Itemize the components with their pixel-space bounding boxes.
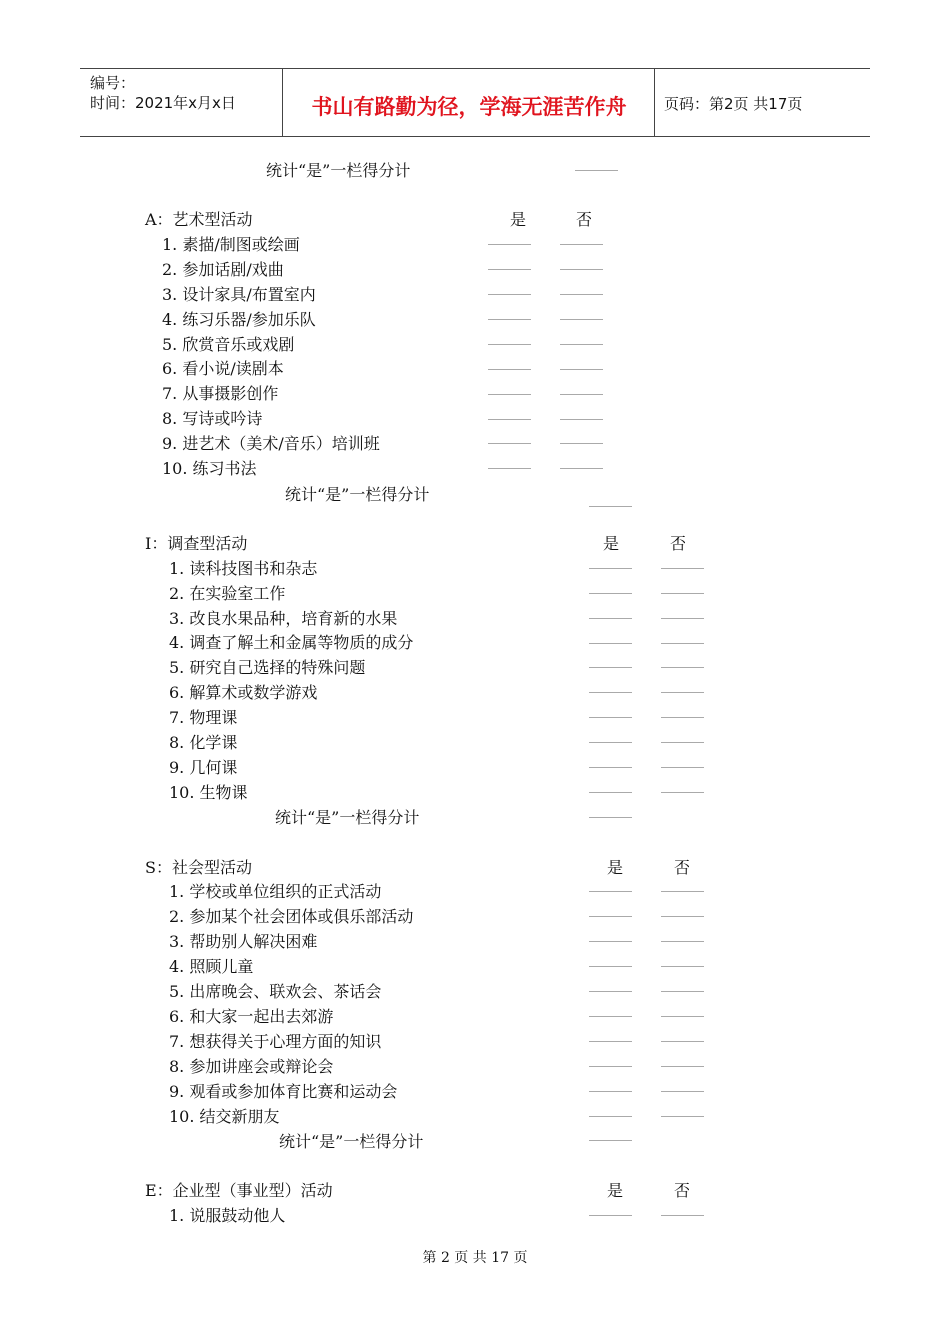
list-item: 2. 参加话剧/戏曲 <box>162 260 284 279</box>
yes-blank[interactable] <box>488 369 531 370</box>
section-title: A：艺术型活动 <box>145 210 253 229</box>
yes-blank[interactable] <box>589 767 632 768</box>
yes-header: 是 <box>603 534 620 553</box>
list-item: 6. 看小说/读剧本 <box>162 359 284 378</box>
yes-blank[interactable] <box>488 244 531 245</box>
yes-header: 是 <box>607 1181 624 1200</box>
yes-blank[interactable] <box>589 1091 632 1092</box>
section-title: I：调查型活动 <box>145 534 248 553</box>
no-blank[interactable] <box>560 269 603 270</box>
section-title: E：企业型（事业型）活动 <box>145 1181 333 1200</box>
no-blank[interactable] <box>661 1016 704 1017</box>
yes-blank[interactable] <box>589 717 632 718</box>
list-item: 10. 结交新朋友 <box>169 1107 280 1126</box>
yes-blank[interactable] <box>589 891 632 892</box>
no-blank[interactable] <box>661 916 704 917</box>
total-label: 统计“是”一栏得分计 <box>275 808 420 827</box>
list-item: 3. 改良水果品种，培育新的水果 <box>169 609 398 628</box>
yes-blank[interactable] <box>488 344 531 345</box>
no-blank[interactable] <box>661 643 704 644</box>
list-item: 9. 进艺术（美术/音乐）培训班 <box>162 434 380 453</box>
total-blank[interactable] <box>589 817 632 818</box>
no-blank[interactable] <box>560 468 603 469</box>
yes-blank[interactable] <box>589 1041 632 1042</box>
list-item: 5. 研究自己选择的特殊问题 <box>169 658 366 677</box>
yes-blank[interactable] <box>589 966 632 967</box>
no-blank[interactable] <box>661 1066 704 1067</box>
list-item: 3. 设计家具/布置室内 <box>162 285 316 304</box>
yes-blank[interactable] <box>488 468 531 469</box>
list-item: 8. 化学课 <box>169 733 238 752</box>
list-item: 1. 学校或单位组织的正式活动 <box>169 882 382 901</box>
yes-blank[interactable] <box>589 991 632 992</box>
no-blank[interactable] <box>661 891 704 892</box>
list-item: 5. 出席晚会、联欢会、茶话会 <box>169 982 382 1001</box>
list-item: 8. 写诗或吟诗 <box>162 409 263 428</box>
yes-header: 是 <box>607 858 624 877</box>
list-item: 6. 解算术或数学游戏 <box>169 683 318 702</box>
number-label: 编号： <box>90 74 136 92</box>
list-item: 9. 观看或参加体育比赛和运动会 <box>169 1082 398 1101</box>
list-item: 3. 帮助别人解决困难 <box>169 932 318 951</box>
list-item: 2. 参加某个社会团体或俱乐部活动 <box>169 907 414 926</box>
list-item: 6. 和大家一起出去郊游 <box>169 1007 334 1026</box>
yes-blank[interactable] <box>589 916 632 917</box>
list-item: 4. 调查了解土和金属等物质的成分 <box>169 633 414 652</box>
list-item: 7. 物理课 <box>169 708 238 727</box>
yes-blank[interactable] <box>589 568 632 569</box>
no-blank[interactable] <box>661 667 704 668</box>
yes-blank[interactable] <box>589 667 632 668</box>
no-blank[interactable] <box>661 1215 704 1216</box>
no-blank[interactable] <box>661 966 704 967</box>
no-blank[interactable] <box>661 991 704 992</box>
total-label: 统计“是”一栏得分计 <box>285 485 430 504</box>
list-item: 1. 读科技图书和杂志 <box>169 559 318 578</box>
section-title: S：社会型活动 <box>145 858 252 877</box>
header-meta <box>90 73 236 113</box>
yes-blank[interactable] <box>589 1066 632 1067</box>
list-item: 4. 练习乐器/参加乐队 <box>162 310 316 329</box>
no-blank[interactable] <box>560 394 603 395</box>
list-item: 4. 照顾儿童 <box>169 957 254 976</box>
yes-blank[interactable] <box>589 692 632 693</box>
list-item: 1. 说服鼓动他人 <box>169 1206 286 1225</box>
list-item: 2. 在实验室工作 <box>169 584 286 603</box>
header-divider <box>654 69 655 136</box>
page-footer: 第 2 页 共 17 页 <box>422 1250 528 1266</box>
time-label: 时间：2021年x月x日 <box>90 94 236 112</box>
list-item: 1. 素描/制图或绘画 <box>162 235 300 254</box>
list-item: 10. 练习书法 <box>162 459 257 478</box>
yes-blank[interactable] <box>589 1016 632 1017</box>
no-header: 否 <box>674 1181 691 1200</box>
list-item: 7. 从事摄影创作 <box>162 384 279 403</box>
yes-header: 是 <box>510 210 527 229</box>
yes-blank[interactable] <box>488 394 531 395</box>
total-label: 统计“是”一栏得分计 <box>266 161 411 180</box>
no-blank[interactable] <box>661 792 704 793</box>
header-motto: 书山有路勤为径，学海无涯苦作舟 <box>311 95 627 119</box>
no-blank[interactable] <box>661 767 704 768</box>
no-blank[interactable] <box>560 369 603 370</box>
yes-blank[interactable] <box>589 941 632 942</box>
no-blank[interactable] <box>661 1116 704 1117</box>
no-blank[interactable] <box>661 692 704 693</box>
no-blank[interactable] <box>560 294 603 295</box>
page-header <box>80 68 870 137</box>
yes-blank[interactable] <box>589 618 632 619</box>
yes-blank[interactable] <box>589 1215 632 1216</box>
no-blank[interactable] <box>661 593 704 594</box>
yes-blank[interactable] <box>589 742 632 743</box>
list-item: 9. 几何课 <box>169 758 238 777</box>
yes-blank[interactable] <box>589 643 632 644</box>
no-header: 否 <box>576 210 593 229</box>
list-item: 8. 参加讲座会或辩论会 <box>169 1057 334 1076</box>
yes-blank[interactable] <box>488 443 531 444</box>
no-blank[interactable] <box>560 244 603 245</box>
no-blank[interactable] <box>661 717 704 718</box>
answer-blank[interactable] <box>575 170 618 171</box>
no-blank[interactable] <box>661 1041 704 1042</box>
yes-blank[interactable] <box>488 294 531 295</box>
no-blank[interactable] <box>661 568 704 569</box>
yes-blank[interactable] <box>589 792 632 793</box>
yes-blank[interactable] <box>488 269 531 270</box>
total-blank[interactable] <box>589 1140 632 1141</box>
no-blank[interactable] <box>661 618 704 619</box>
no-blank[interactable] <box>560 319 603 320</box>
no-header: 否 <box>670 534 687 553</box>
no-blank[interactable] <box>560 443 603 444</box>
yes-blank[interactable] <box>589 1116 632 1117</box>
no-blank[interactable] <box>661 1091 704 1092</box>
yes-blank[interactable] <box>488 319 531 320</box>
list-item: 10. 生物课 <box>169 783 248 802</box>
yes-blank[interactable] <box>589 593 632 594</box>
no-blank[interactable] <box>661 941 704 942</box>
total-blank[interactable] <box>589 506 632 507</box>
no-header: 否 <box>674 858 691 877</box>
list-item: 5. 欣赏音乐或戏剧 <box>162 335 295 354</box>
header-page-label: 页码：第2页 共17页 <box>664 95 803 113</box>
total-label: 统计“是”一栏得分计 <box>279 1132 424 1151</box>
no-blank[interactable] <box>560 419 603 420</box>
list-item: 7. 想获得关于心理方面的知识 <box>169 1032 382 1051</box>
yes-blank[interactable] <box>488 419 531 420</box>
no-blank[interactable] <box>661 742 704 743</box>
no-blank[interactable] <box>560 344 603 345</box>
